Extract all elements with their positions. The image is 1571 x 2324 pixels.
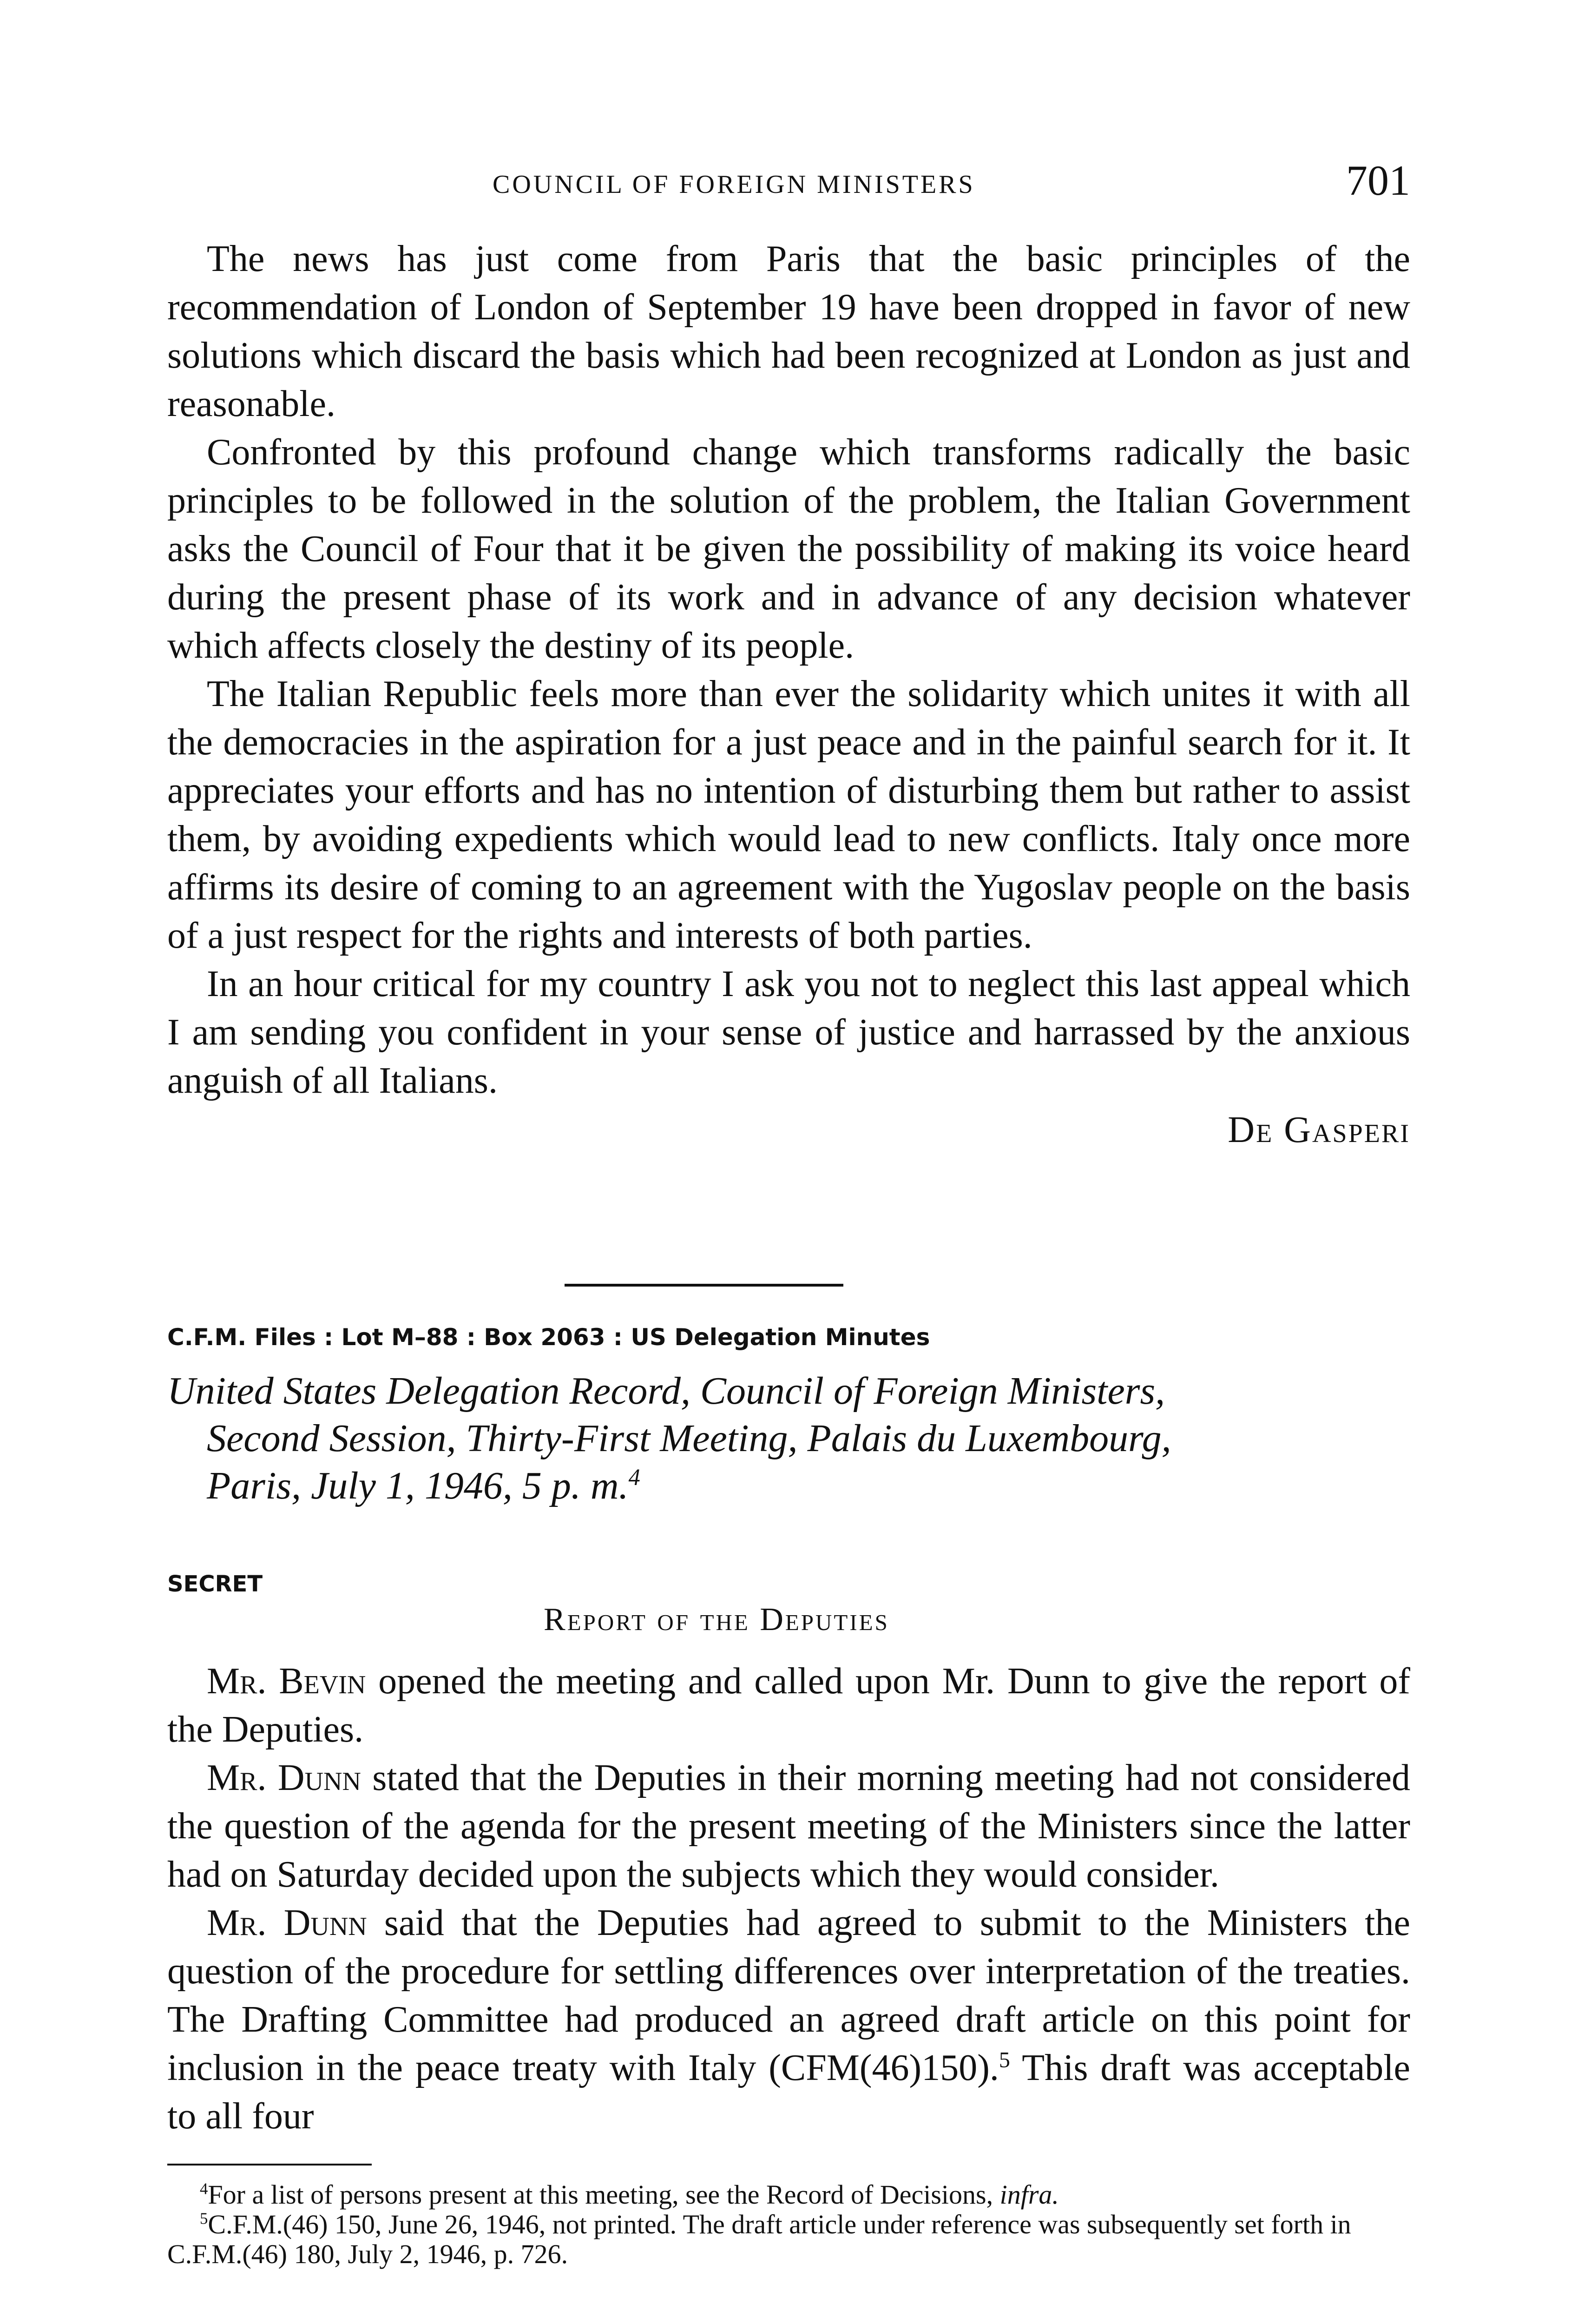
speaker-name: Mr. Dunn <box>207 1902 367 1943</box>
footnote-number: 5 <box>200 2209 208 2228</box>
minutes-paragraph <box>167 1899 1410 2140</box>
footnote-text: C.F.M.(46) 150, June 26, 1946, not printed. The draft article under reference was subsequently set forth in C.F.M.(46) 180, July 2, 1946, p. 726. <box>167 2209 1351 2269</box>
running-head-title: COUNCIL OF FOREIGN MINISTERS <box>493 170 975 199</box>
source-citation: C.F.M. Files : Lot M–88 : Box 2063 : US Delegation Minutes <box>167 1324 930 1351</box>
running-head <box>167 157 1410 211</box>
footnote-reference: 5 <box>999 2047 1010 2073</box>
document-title <box>167 1367 1410 1510</box>
minutes-text: opened the meeting and called upon Mr. Dunn to give the report of the Deputies. <box>167 1661 1410 1750</box>
minutes-text: This draft was acceptable to all four <box>167 2047 1411 2137</box>
minutes-paragraph <box>167 1754 1410 1899</box>
section-heading: Report of the Deputies <box>544 1602 889 1637</box>
document-title-line <box>167 1462 1410 1510</box>
footnote-number: 4 <box>200 2179 208 2198</box>
letter-paragraph: In an hour critical for my country I ask you not to neglect this last appeal which I am sending you confident in your sense of justice and harrassed by the anxious anguish of all Italians. <box>167 964 1410 1101</box>
document-title-text: Paris, July 1, 1946, 5 p. m. <box>207 1464 629 1507</box>
letter-paragraph: The news has just come from Paris that the basic principles of the recommendation of London of September 19 have been dropped in favor of new solutions which discard the basis which had been recognized at London as just and reasonable. <box>167 238 1410 424</box>
footnote-reference: 4 <box>628 1464 640 1490</box>
footnote <box>167 2210 1410 2269</box>
footnote <box>167 2180 1410 2210</box>
letter-signature: De Gasperi <box>1228 1109 1410 1150</box>
minutes-text: said that the Deputies had agreed to submit to the Ministers the question of the procedure for settling differences over interpretation of the treaties. The Drafting Committee had produced an agreed draft article on this point for inclusion in the peace treaty with Italy (CFM(46)150). <box>167 1902 1410 2088</box>
classification-label: SECRET <box>167 1571 263 1597</box>
document-title-line: United States Delegation Record, Council of Foreign Ministers, <box>167 1369 1165 1413</box>
speaker-name: Mr. Dunn <box>207 1757 361 1798</box>
page-number: 701 <box>1346 157 1410 204</box>
section-divider <box>565 1284 843 1287</box>
document-title-line: Second Session, Thirty-First Meeting, Palais du Luxembourg, <box>207 1417 1171 1460</box>
footnote-text: For a list of persons present at this meeting, see the Record of Decisions, <box>208 2179 1000 2210</box>
footnotes <box>167 2180 1410 2269</box>
minutes-body <box>167 1657 1410 2140</box>
letter-paragraph: The Italian Republic feels more than ever the solidarity which unites it with all the democracies in the aspiration for a just peace and in the painful search for it. It appreciates your efforts and has no intention of disturbing them but rather to assist them, by avoiding expedients which would lead to new conflicts. Italy once more affirms its desire of coming to an agreement with the Yugoslav people on the basis of a just respect for the rights and interests of both parties. <box>167 673 1410 956</box>
minutes-text: stated that the Deputies in their morning meeting had not considered the question of the agenda for the present meeting of the Ministers since the latter had on Saturday decided upon the subjects which they would consider. <box>167 1757 1410 1895</box>
footnote-text-italic: infra. <box>999 2179 1059 2210</box>
letter-body <box>167 235 1410 1154</box>
letter-paragraph: Confronted by this profound change which transforms radically the basic principles to be followed in the solution of the problem, the Italian Government asks the Council of Four that it be given the possibility of making its voice heard during the present phase of its work and in advance of any decision whatever which affects closely the destiny of its people. <box>167 432 1410 666</box>
speaker-name: Mr. Bevin <box>207 1661 366 1702</box>
footnote-divider <box>167 2164 372 2166</box>
minutes-paragraph <box>167 1657 1410 1754</box>
